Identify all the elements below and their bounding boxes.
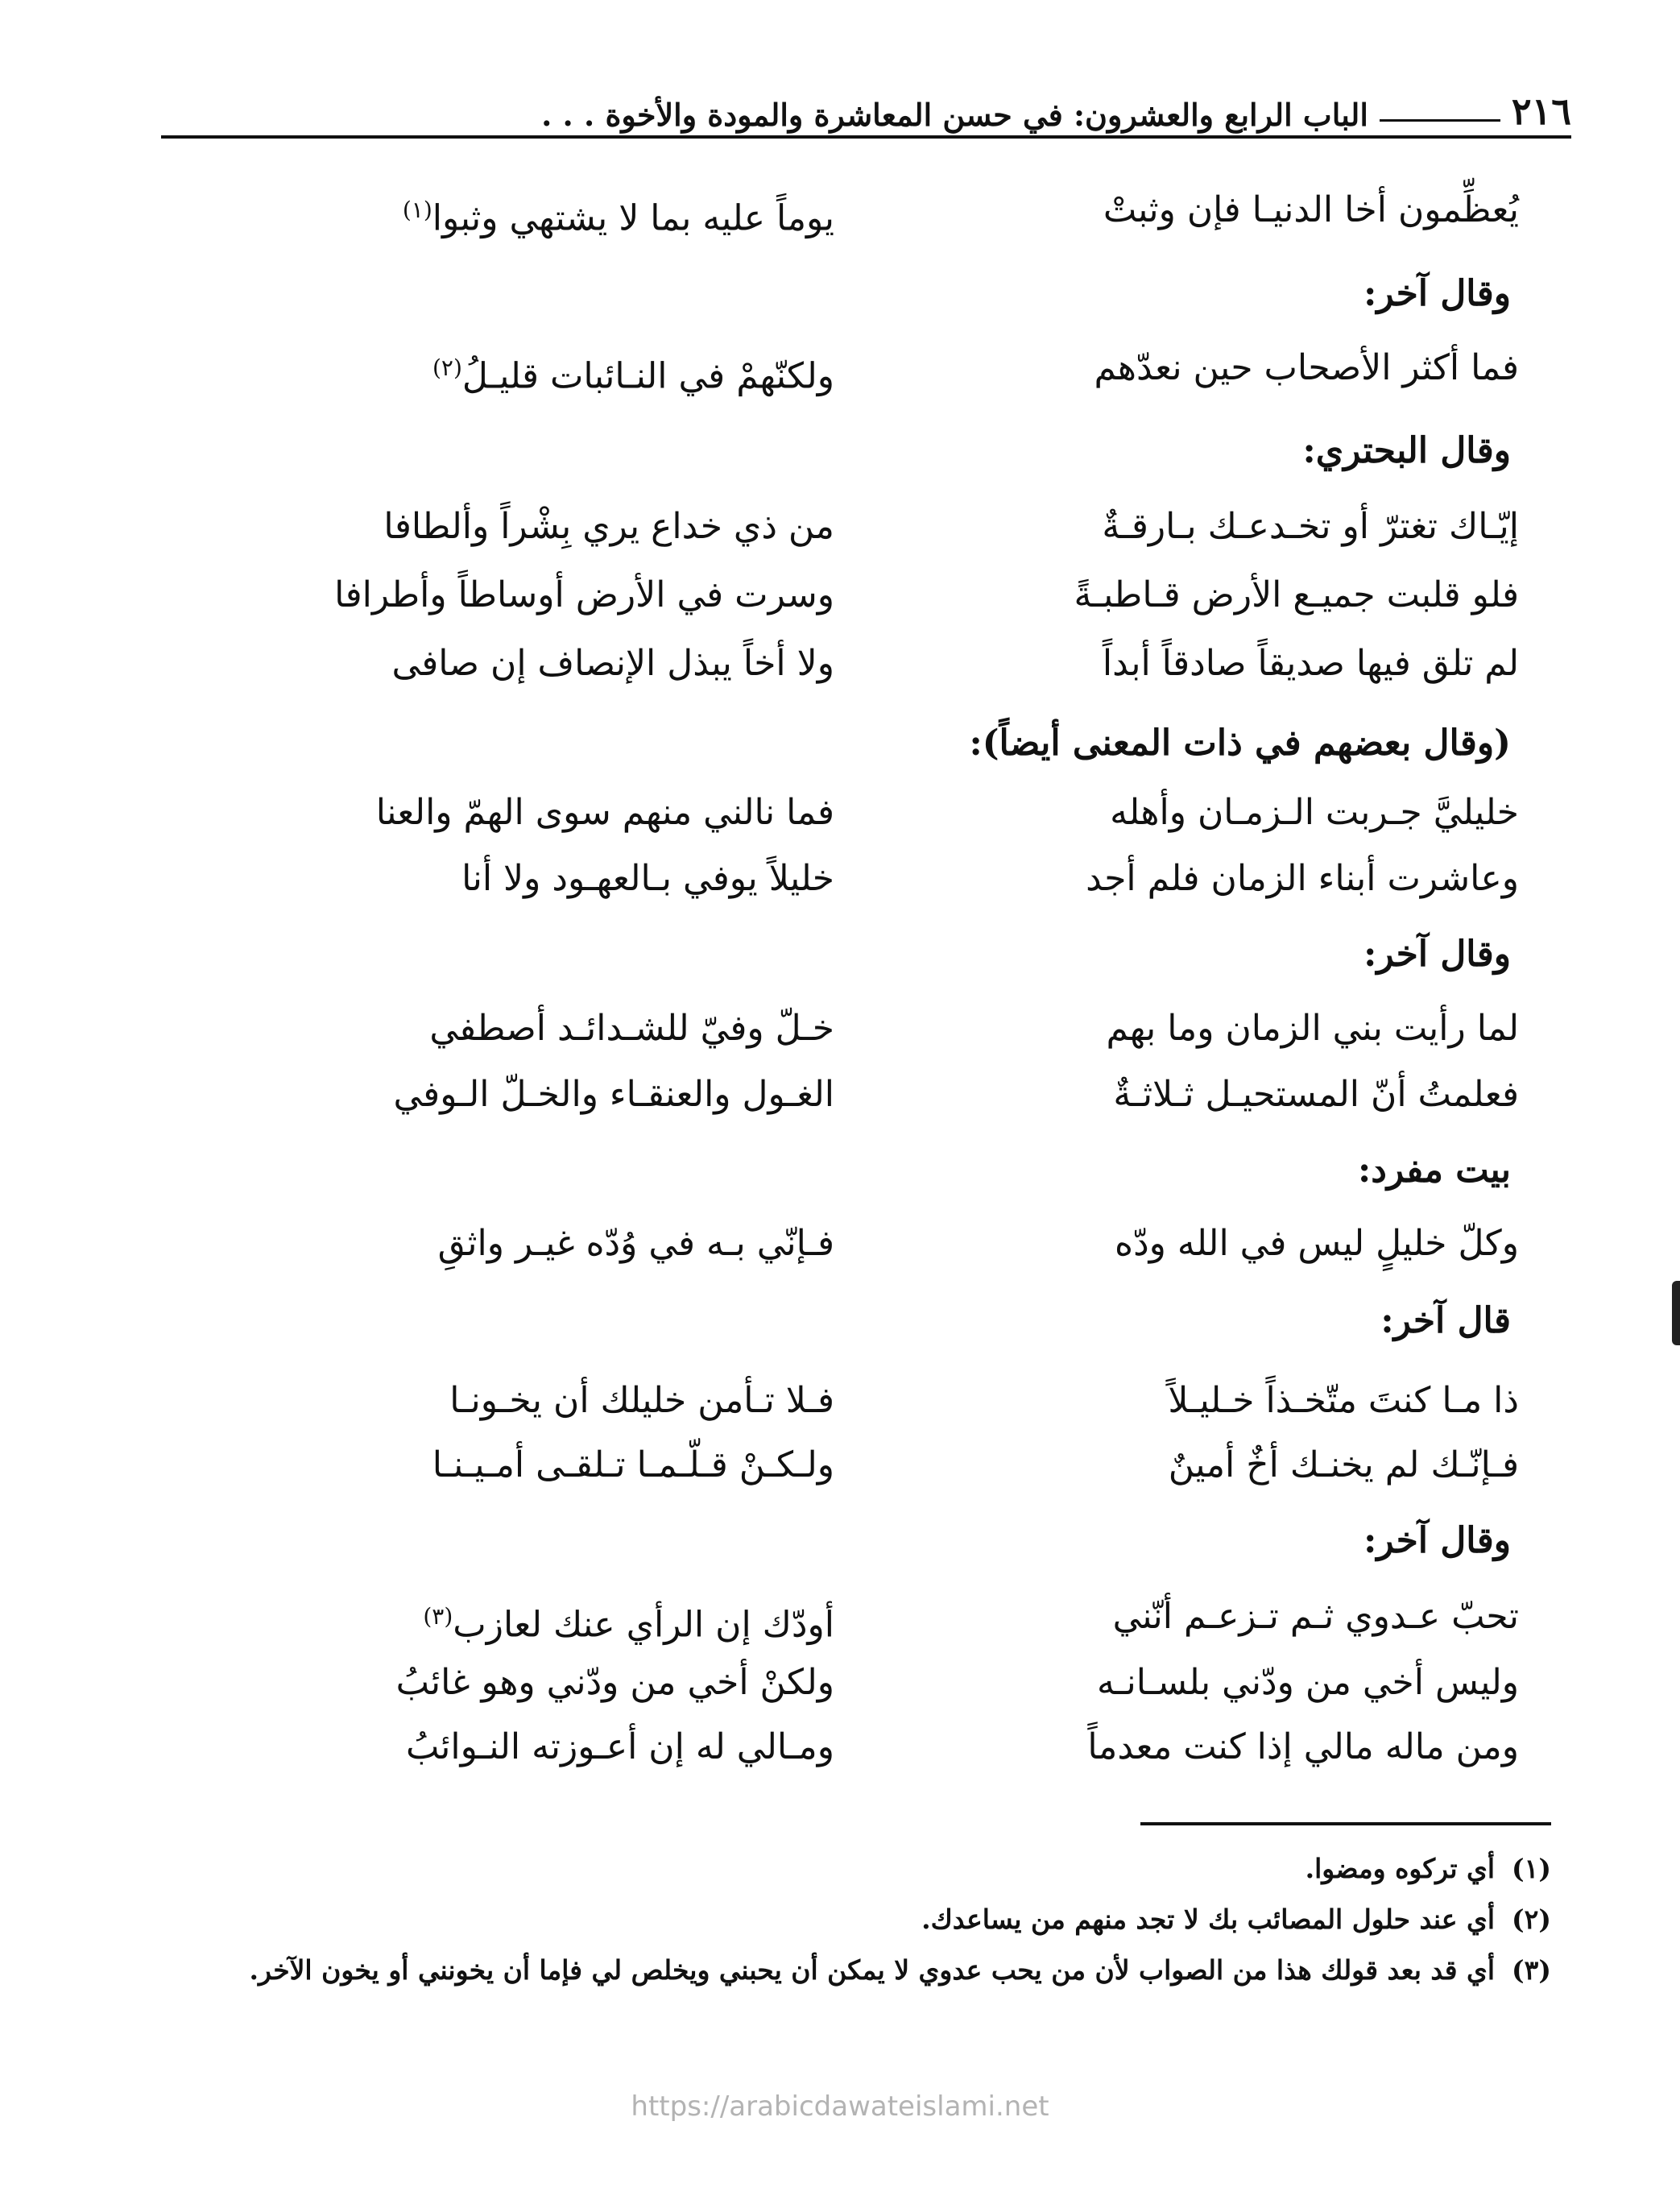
verse-first-hemistich: ومن ماله مالي إذا كنت معدماً [1087, 1726, 1519, 1767]
verse-second-hemistich: أودّك إن الرأي عنك لعازب$^{(٣)}$ [423, 1603, 834, 1646]
verse-second-hemistich: فـلا تـأمن خليلك أن يخـونـا [449, 1380, 834, 1421]
footnote [121, 1846, 1551, 1891]
footnote-text: أي عند حلول المصائب بك لا تجد منهم من يساعدك. [921, 1904, 1495, 1935]
verse-line [234, 1369, 1519, 1432]
footnote [121, 1948, 1551, 1993]
verse-second-hemistich: خليلاً يوفي بـالعهـود ولا أنا [461, 858, 834, 899]
verse-intro: بيت مفرد: [1358, 1150, 1511, 1191]
footnote-marker[interactable]: (١) [402, 197, 432, 223]
verse-first-hemistich: تحبّ عـدوي ثـم تـزعـم أنّني [1112, 1596, 1519, 1637]
verse-first-hemistich: وليس أخي من ودّني بلسـانـه [1097, 1662, 1519, 1703]
verse-second-hemistich: ولكنّهمْ في النـائبات قليـلُ$^{(٢)}$ [432, 354, 834, 397]
verse-first-hemistich: يُعظِّمون أخا الدنيـا فإن وثبتْ [1103, 189, 1519, 230]
verse-second-hemistich: ولكنْ أخي من ودّني وهو غائبُ [395, 1662, 834, 1703]
verse-line [234, 1716, 1519, 1779]
verse-intro: وقال آخر: [1363, 273, 1511, 314]
watermark-url: https://arabicdawateislami.net [631, 2090, 1049, 2123]
footnote-marker[interactable]: (٢) [432, 354, 462, 381]
chapter-title: الباب الرابع والعشرون: في حسن المعاشرة والمودة والأخوة . . . [541, 97, 1368, 133]
verse-line [234, 847, 1519, 910]
verse-first-hemistich: لما رأيت بني الزمان وما بهم [1106, 1008, 1519, 1049]
verse-line [234, 781, 1519, 844]
verse-line [234, 1585, 1519, 1648]
header-rule [161, 135, 1571, 139]
verse-intro: وقال آخر: [1363, 934, 1511, 975]
footnote-number: (١) [1512, 1853, 1551, 1884]
verse-first-hemistich: وعاشرت أبناء الزمان فلم أجد [1086, 858, 1519, 899]
page-number: ٢١٦ [1511, 89, 1571, 133]
verse-intro: وقال آخر: [1363, 1520, 1511, 1561]
verse-line [234, 495, 1519, 558]
verse-second-hemistich: الغـول والعنقـاء والخـلّ الـوفي [393, 1074, 834, 1115]
footnote-separator [1140, 1822, 1551, 1825]
verse-second-hemistich: ولـكـنْ قـلّـمـا تـلقـى أمـيـنـا [432, 1444, 834, 1485]
verse-first-hemistich: فلو قلبت جميـع الأرض قـاطبـةً [1074, 574, 1519, 615]
verse-second-hemistich: خـلّ وفيّ للشـدائـد أصطفي [429, 1008, 834, 1049]
verse-line [234, 337, 1519, 400]
verse-intro: وقال البحتري: [1302, 430, 1511, 471]
header-dash [1380, 119, 1500, 122]
verse-line [234, 179, 1519, 242]
verse-first-hemistich: إيّـاك تغترّ أو تخـدعـك بـارقـةٌ [1102, 506, 1519, 547]
verse-line [234, 632, 1519, 695]
verse-second-hemistich: يوماً عليه بما لا يشتهي وثبوا$^{(١)}$ [402, 197, 834, 239]
verse-line [234, 564, 1519, 627]
verse-first-hemistich: فما أكثر الأصحاب حين نعدّهم [1094, 347, 1519, 388]
verse-intro: قال آخر: [1380, 1300, 1511, 1341]
verse-line [234, 1651, 1519, 1714]
verse-second-hemistich: ولا أخاً يبذل الإنصاف إن صافى [391, 643, 834, 684]
page-header [161, 77, 1571, 133]
verse-second-hemistich: ومـالي له إن أعـوزته النـوائبُ [405, 1726, 834, 1767]
verse-first-hemistich: ذا مـا كنتَ متّخـذاً خـليـلاً [1168, 1380, 1519, 1421]
verse-line [234, 997, 1519, 1060]
footnote-text: أي تركوه ومضوا. [1305, 1853, 1495, 1884]
verse-second-hemistich: فـإنّي بـه في وُدّه غيـر واثقِ [437, 1223, 834, 1264]
footnote-number: (٢) [1512, 1904, 1551, 1935]
footnote-text: أي قد بعد قولك هذا من الصواب لأن من يحب عدوي لا يمكن أن يحبني ويخلص لي فإما أن يخونني أو يخون الآخر. [249, 1954, 1495, 1986]
verse-second-hemistich: من ذي خداع يري بِشْراً وألطافا [383, 506, 834, 547]
verse-first-hemistich: خليليَّ جـربت الـزمـان وأهله [1110, 792, 1519, 833]
verse-intro: (وقال بعضهم في ذات المعنى أيضاً): [969, 723, 1511, 764]
page-edge-mark [1672, 1281, 1680, 1345]
verse-first-hemistich: وكلّ خليلٍ ليس في الله ودّه [1115, 1223, 1519, 1264]
verse-first-hemistich: لم تلق فيها صديقاً صادقاً أبداً [1102, 643, 1519, 684]
verse-first-hemistich: فـإنّـك لم يخنـك أخٌ أمينٌ [1168, 1444, 1519, 1485]
verse-second-hemistich: وسرت في الأرض أوساطاً وأطرافا [334, 574, 834, 615]
verse-line [234, 1212, 1519, 1275]
verse-first-hemistich: فعلمتُ أنّ المستحيـل ثـلاثـةٌ [1113, 1074, 1519, 1115]
verse-line [234, 1063, 1519, 1126]
footnote [121, 1897, 1551, 1942]
verse-second-hemistich: فما نالني منهم سوى الهمّ والعنا [375, 792, 834, 833]
verse-line [234, 1434, 1519, 1497]
footnote-number: (٣) [1512, 1954, 1551, 1986]
footnote-marker[interactable]: (٣) [423, 1603, 453, 1630]
